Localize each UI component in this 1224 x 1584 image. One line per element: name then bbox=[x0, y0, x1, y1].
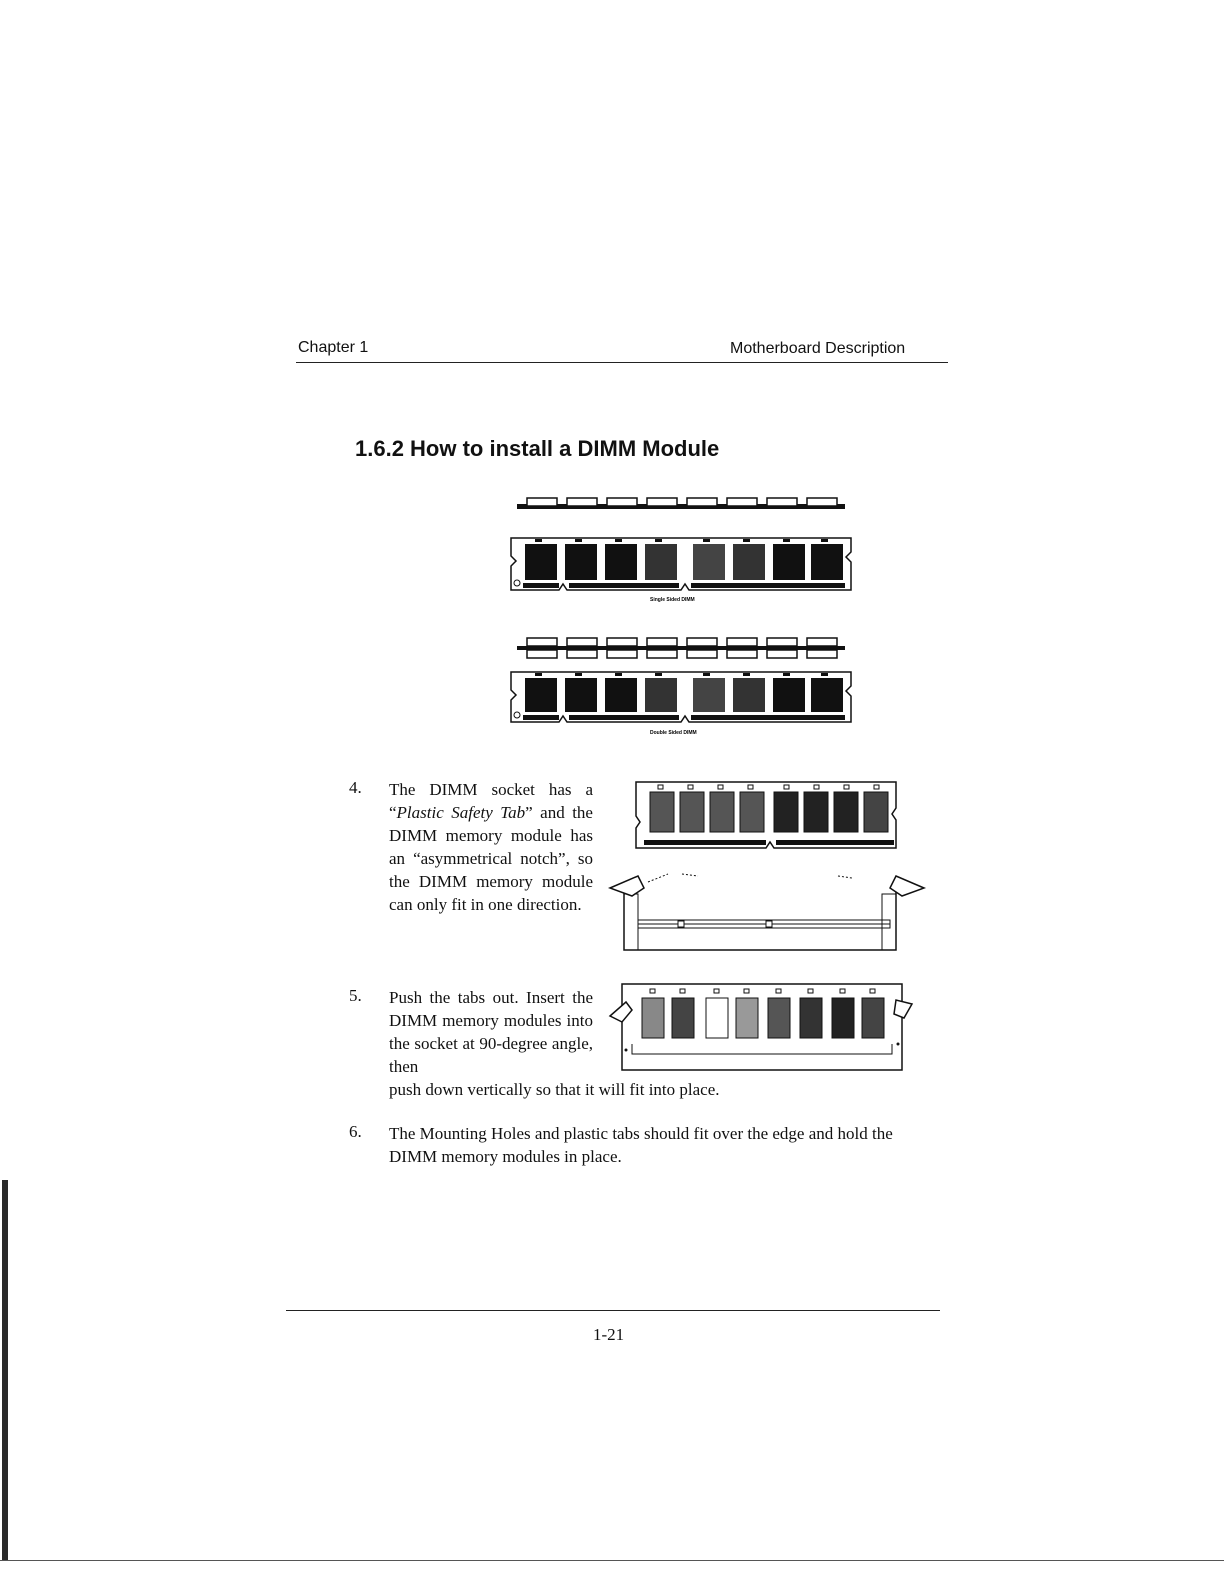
step-4-text: The DIMM socket has a “Plastic Safety Tab” and the DIMM memory module has an “asymmetrical notch”, so the DIMM memory module can only fit in one direction. bbox=[389, 780, 593, 914]
section-label: Motherboard Description bbox=[730, 340, 906, 357]
dimm-front-view-double bbox=[511, 672, 851, 722]
double-sided-caption: Double Sided DIMM bbox=[650, 730, 697, 736]
dimm-front-view bbox=[511, 538, 851, 590]
step-5-number: 5. bbox=[349, 986, 362, 1005]
step-5-text-wrap: Push the tabs out. Insert the DIMM memory modules into the socket at 90-degree angle, then bbox=[389, 988, 593, 1076]
scan-bottom-edge bbox=[0, 1560, 1224, 1561]
step-5-text-rest: push down vertically so that it will fit into place. bbox=[389, 1080, 720, 1099]
footer-rule bbox=[286, 1310, 940, 1311]
dimm-insertion-figure bbox=[608, 778, 928, 958]
single-sided-dimm-figure bbox=[505, 494, 865, 604]
dimm-seated-figure bbox=[606, 978, 916, 1073]
step-4-text-after: and the DIMM memory module has an “asymmetrical notch”, so the DIMM memory module can only fit in one direction. bbox=[389, 803, 593, 914]
page-title: 1.6.2 How to install a DIMM Module bbox=[355, 436, 720, 461]
page-number: 1-21 bbox=[593, 1325, 625, 1344]
step-6-text: The Mounting Holes and plastic tabs should fit over the edge and hold the DIMM memory modules in place. bbox=[389, 1124, 893, 1166]
scan-edge-artifact bbox=[2, 1180, 8, 1560]
step-6-number: 6. bbox=[349, 1122, 362, 1141]
step-4-number: 4. bbox=[349, 778, 362, 797]
plastic-safety-tab-emphasis: Plastic Safety Tab bbox=[396, 803, 526, 822]
step-4-text-before: The DIMM socket has a bbox=[389, 780, 593, 799]
chapter-label: Chapter 1 bbox=[298, 339, 369, 356]
single-sided-caption: Single Sided DIMM bbox=[650, 597, 695, 603]
double-sided-dimm-figure bbox=[505, 632, 865, 742]
header-rule bbox=[296, 362, 948, 363]
